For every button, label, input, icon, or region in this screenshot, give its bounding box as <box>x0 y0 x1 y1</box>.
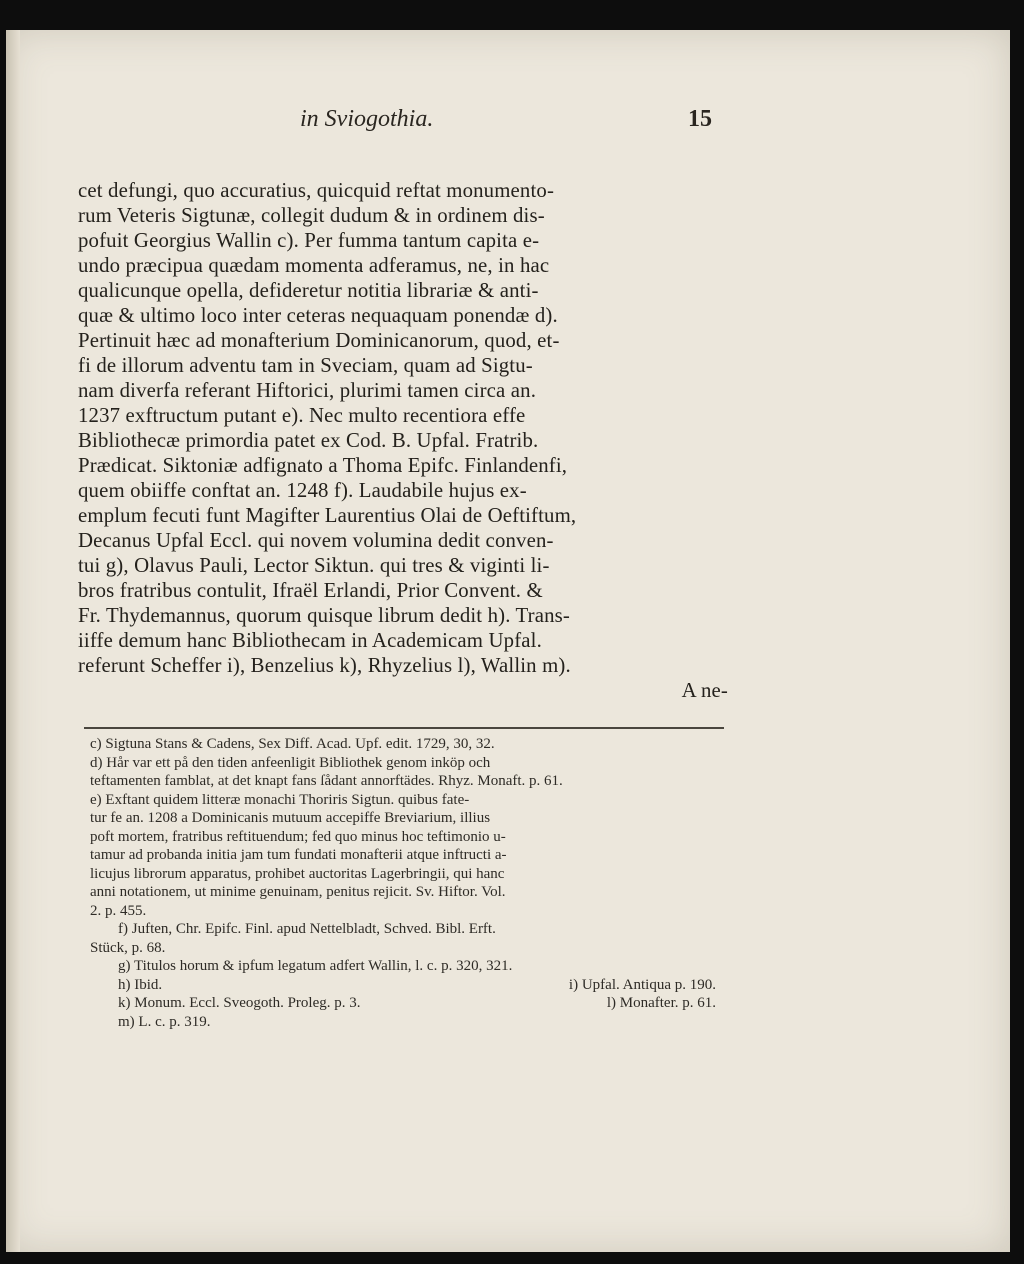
footnote-line: f) Juften, Chr. Epifc. Finl. apud Nettelbladt, Schved. Bibl. Erft. <box>118 921 496 937</box>
text-line: rum Veteris Sigtunæ, collegit dudum & in ordinem dis- <box>78 204 545 227</box>
text-line: fi de illorum adventu tam in Sveciam, quam ad Sigtu- <box>78 354 533 377</box>
book-page <box>6 30 1010 1252</box>
footnote-line: g) Titulos horum & ipfum legatum adfert Wallin, l. c. p. 320, 321. <box>118 958 513 974</box>
footnote-line: d) Hår var ett på den tiden anfeenligit Bibliothek genom inköp och <box>90 754 491 771</box>
text-line: undo præcipua quædam momenta adferamus, ne, in hac <box>78 254 550 277</box>
footnote-line: Stück, p. 68. <box>90 939 166 956</box>
main-text <box>78 178 728 703</box>
footnote-row <box>90 994 730 1013</box>
footnote-line: e) Exftant quidem litteræ monachi Thoriris Sigtun. quibus fate- <box>90 791 470 808</box>
text-line: qualicunque opella, defideretur notitia librariæ & anti- <box>78 279 539 302</box>
text-line: cet defungi, quo accuratius, quicquid reftat monumento- <box>78 179 555 202</box>
footnote-line: teftamenten famblat, at det knapt fans ſådant annorftädes. Rhyz. Monaft. p. 61. <box>90 773 563 789</box>
page-header <box>6 100 1010 140</box>
footnotes <box>90 735 730 1031</box>
footnote-line: poft mortem, fratribus reftituendum; fed quo minus hoc teftimonio u- <box>90 828 506 845</box>
page-number: 15 <box>688 106 712 132</box>
catchword: A ne- <box>681 679 728 702</box>
footnote-line: 2. p. 455. <box>90 902 147 919</box>
text-line: quæ & ultimo loco inter ceteras nequaquam ponendæ d). <box>78 304 558 327</box>
footnote-i: i) Upfal. Antiqua p. 190. <box>568 976 716 993</box>
text-line: Decanus Upfal Eccl. qui novem volumina dedit conven- <box>78 529 554 552</box>
text-line: pofuit Georgius Wallin c). Per fumma tantum capita e- <box>78 229 540 252</box>
text-line: nam diverfa referant Hiftorici, plurimi tamen circa an. <box>78 379 537 402</box>
text-line: Pertinuit hæc ad monafterium Dominicanorum, quod, et- <box>78 329 560 352</box>
text-line: quem obiiffe conftat an. 1248 f). Laudabile hujus ex- <box>78 479 527 502</box>
text-line: emplum fecuti funt Magifter Laurentius Olai de Oeftiftum, <box>78 504 577 527</box>
text-line: iiffe demum hanc Bibliothecam in Academicam Upfal. <box>78 629 542 652</box>
footnote-rule <box>84 727 724 729</box>
footnote-line: tur fe an. 1208 a Dominicanis mutuum accepiffe Breviarium, illius <box>90 810 491 826</box>
footnote-row <box>90 976 730 995</box>
running-head: in Sviogothia. <box>300 106 434 132</box>
footnote-line: anni notationem, ut minime genuinam, penitus rejicit. Sv. Hiftor. Vol. <box>90 884 506 900</box>
footnote-line: licujus librorum apparatus, prohibet auctoritas Lagerbringii, qui hanc <box>90 865 505 882</box>
footnote-line: c) Sigtuna Stans & Cadens, Sex Diff. Acad. Upf. edit. 1729, 30, 32. <box>90 736 495 752</box>
text-line: Bibliothecæ primordia patet ex Cod. B. Upfal. Fratrib. <box>78 429 539 452</box>
footnote-line: tamur ad probanda initia jam tum fundati monafterii atque inftructi a- <box>90 847 507 863</box>
text-line: bros fratribus contulit, Ifraël Erlandi, Prior Convent. & <box>78 579 543 602</box>
text-line: Fr. Thydemannus, quorum quisque librum dedit h). Trans- <box>78 604 570 627</box>
footnote-l: l) Monafter. p. 61. <box>606 995 716 1011</box>
text-line: 1237 exftructum putant e). Nec multo recentiora effe <box>78 404 526 427</box>
footnote-k: k) Monum. Eccl. Sveogoth. Proleg. p. 3. <box>118 995 361 1011</box>
text-line: Prædicat. Siktoniæ adfignato a Thoma Epifc. Finlandenfi, <box>78 454 568 477</box>
page-edge <box>6 30 20 1252</box>
text-line: referunt Scheffer i), Benzelius k), Rhyzelius l), Wallin m). <box>78 654 571 677</box>
footnote-h: h) Ibid. <box>118 976 163 993</box>
text-line: tui g), Olavus Pauli, Lector Siktun. qui tres & viginti li- <box>78 554 550 577</box>
footnote-m: m) L. c. p. 319. <box>118 1013 211 1030</box>
